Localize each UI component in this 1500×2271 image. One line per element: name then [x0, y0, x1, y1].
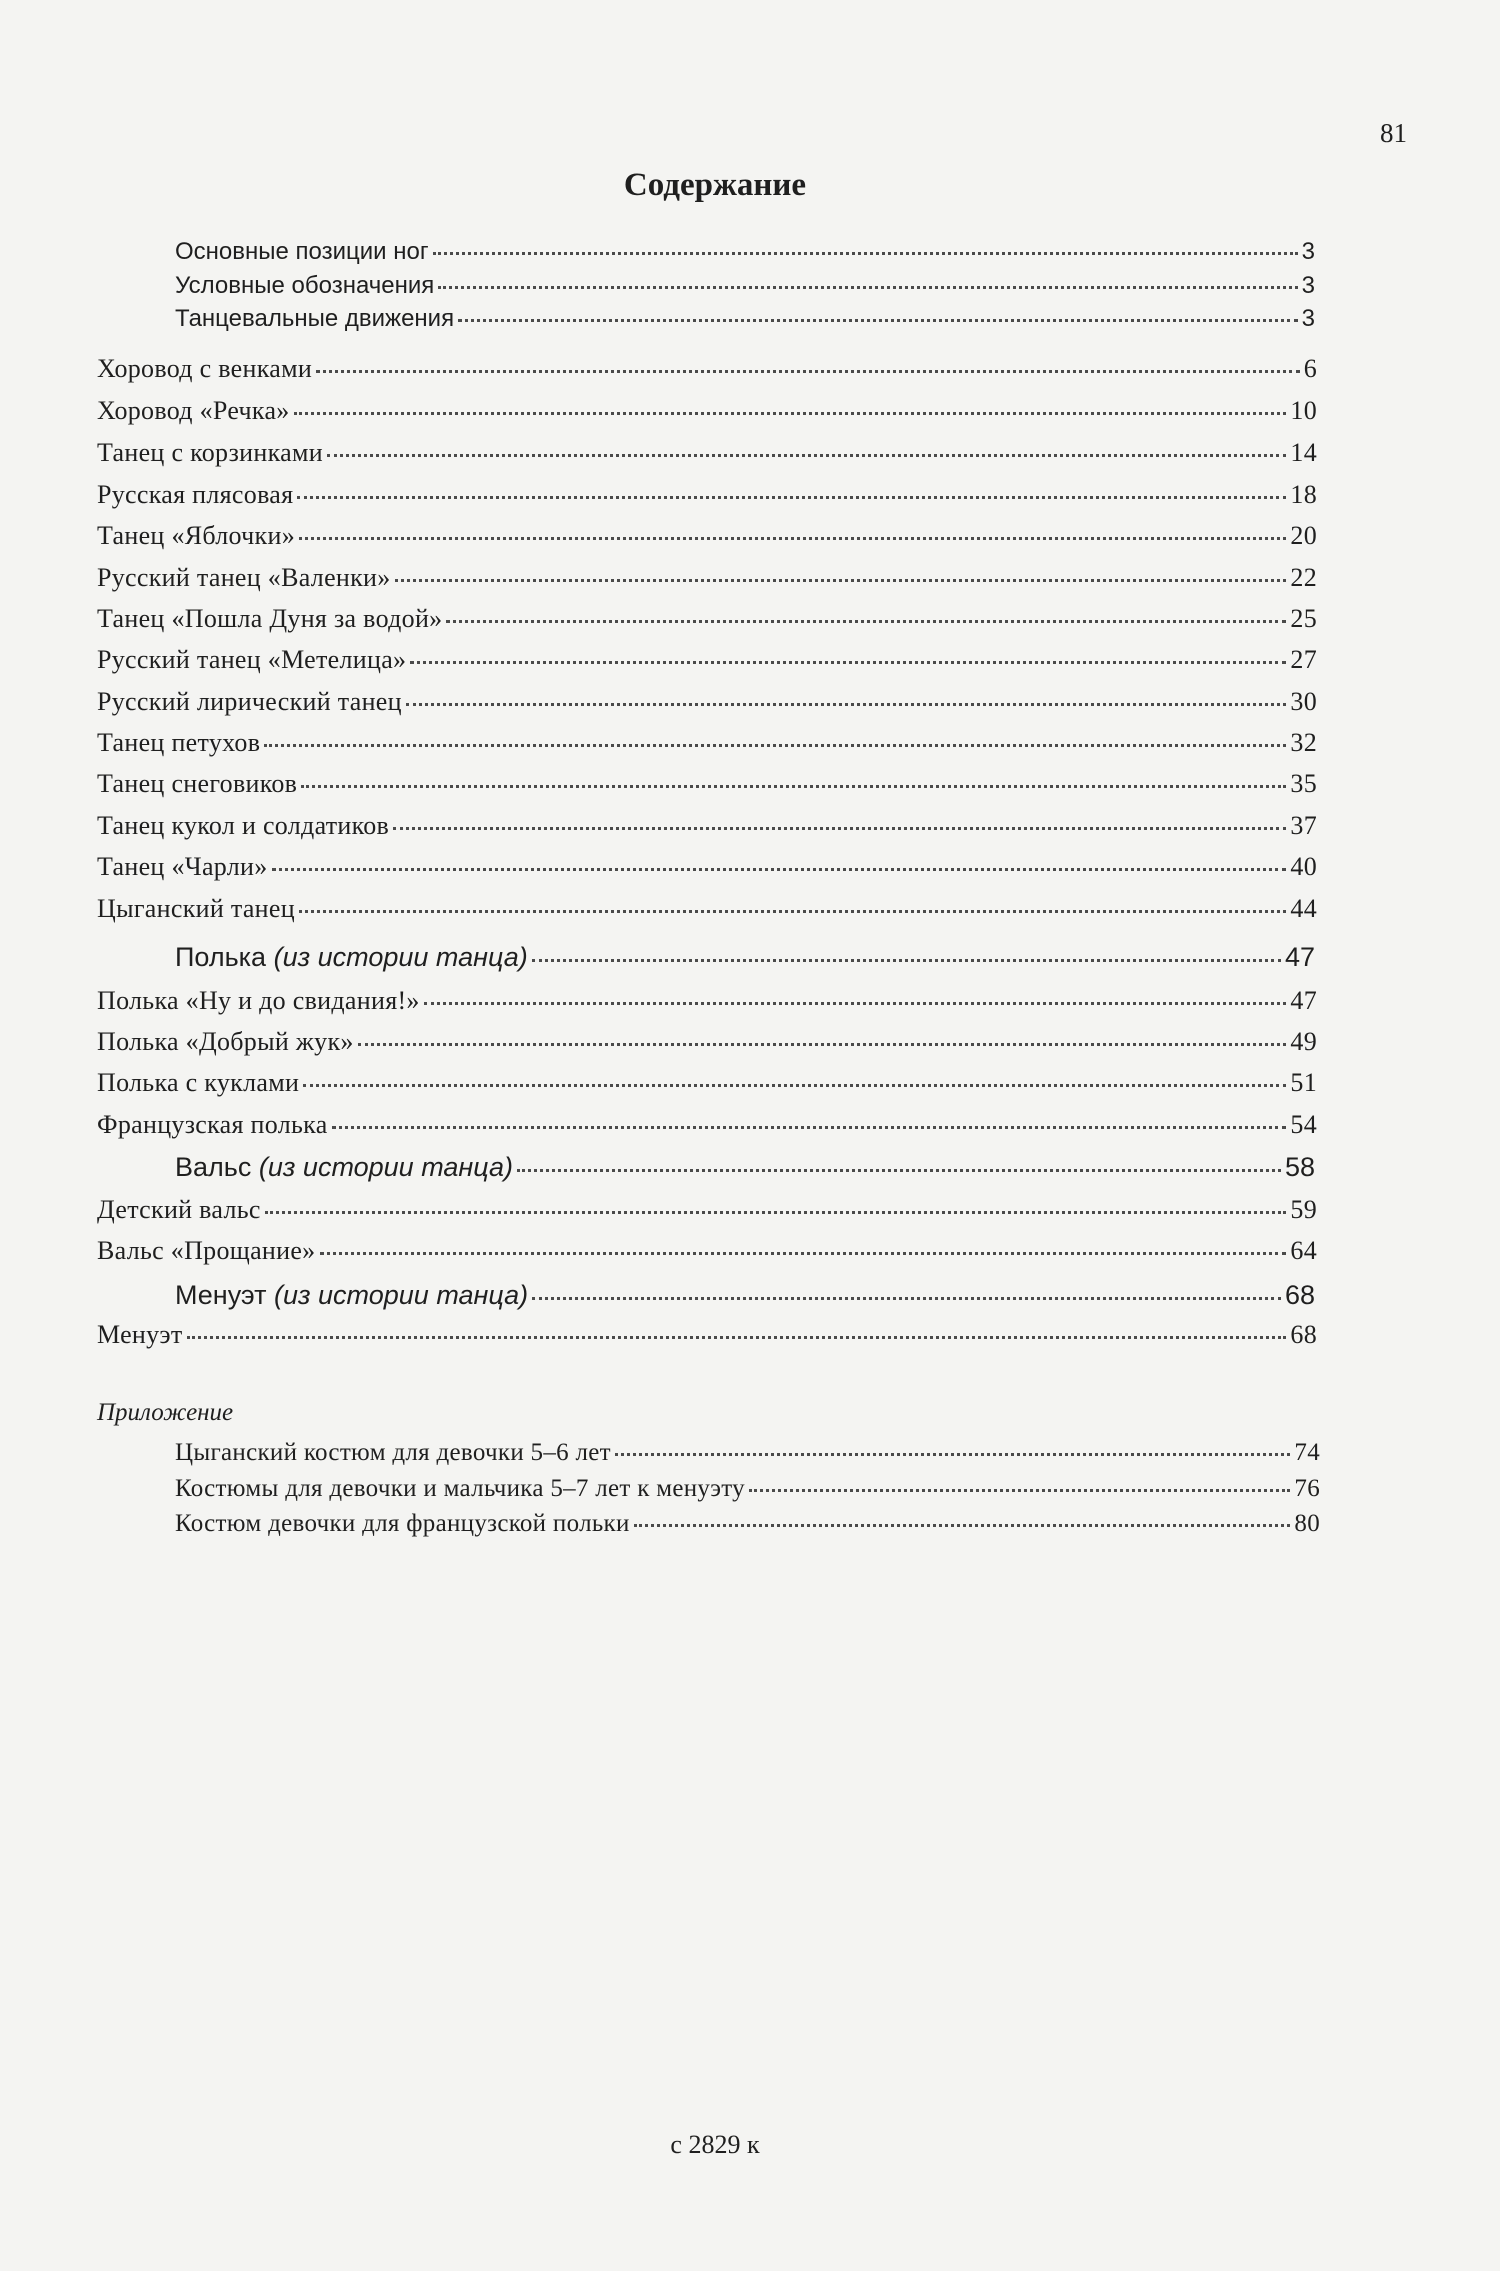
- toc-entry-label: Полька с куклами: [97, 1068, 300, 1097]
- toc-entry-foot-positions[interactable]: [175, 240, 1315, 264]
- dot-leader: [458, 319, 1298, 322]
- toc-entry[interactable]: [97, 647, 1317, 673]
- toc-entry-page: 32: [1290, 728, 1317, 757]
- toc-entry-page: 6: [1303, 354, 1317, 383]
- toc-entry-label: Русский танец «Валенки»: [97, 563, 391, 592]
- dot-leader: [187, 1336, 1287, 1339]
- toc-entry-page: 37: [1290, 811, 1317, 840]
- toc-entry[interactable]: [97, 988, 1317, 1014]
- toc-entry-dance-moves[interactable]: [175, 307, 1315, 331]
- dot-leader: [297, 496, 1286, 499]
- dot-leader: [433, 252, 1298, 255]
- dot-leader: [446, 620, 1286, 623]
- toc-entry[interactable]: [97, 896, 1317, 922]
- dot-leader: [264, 744, 1286, 747]
- dot-leader: [332, 1126, 1287, 1129]
- toc-entry-label: Танец кукол и солдатиков: [97, 811, 390, 840]
- dot-leader: [406, 703, 1287, 706]
- toc-entry-page: 20: [1290, 521, 1317, 550]
- dot-leader: [424, 1002, 1287, 1005]
- dot-leader: [299, 910, 1286, 913]
- toc-entry-page: 68: [1284, 1280, 1315, 1310]
- toc-entry-label: Танец снеговиков: [97, 769, 298, 798]
- toc-entry[interactable]: [97, 1238, 1317, 1264]
- toc-section-polka[interactable]: [175, 944, 1315, 971]
- toc-entry-label: Цыганский танец: [97, 894, 295, 923]
- page-title: Содержание: [623, 167, 807, 203]
- toc-section-label: [175, 1282, 528, 1309]
- toc-entry-page: 18: [1290, 480, 1317, 509]
- dot-leader: [294, 412, 1287, 415]
- dot-leader: [395, 579, 1287, 582]
- toc-entry-label: Основные позиции ног: [175, 238, 429, 265]
- dot-leader: [327, 454, 1286, 457]
- toc-entry-page: 44: [1290, 894, 1317, 923]
- dot-leader: [265, 1211, 1287, 1214]
- toc-entry[interactable]: [97, 1070, 1317, 1096]
- toc-entry[interactable]: [97, 813, 1317, 839]
- toc-entry-label: Костюмы для девочки и мальчика 5–7 лет к менуэту: [175, 1475, 745, 1502]
- toc-entry[interactable]: [97, 1197, 1317, 1223]
- toc-entry-label: Танец с корзинками: [97, 438, 323, 467]
- toc-entry-page: 47: [1284, 942, 1315, 972]
- toc-entry-page: 76: [1294, 1475, 1320, 1502]
- toc-entry-page: 59: [1290, 1195, 1317, 1224]
- toc-entry[interactable]: [175, 1440, 1320, 1465]
- dot-leader: [532, 959, 1281, 962]
- toc-entry-page: 40: [1290, 852, 1317, 881]
- toc-entry-page: 58: [1284, 1152, 1315, 1182]
- toc-entry-label: Костюм девочки для французской польки: [175, 1510, 630, 1537]
- toc-entry-page: 49: [1290, 1027, 1317, 1056]
- section-note: (из истории танца): [273, 942, 528, 972]
- dot-leader: [532, 1297, 1281, 1300]
- toc-section-waltz[interactable]: [175, 1154, 1315, 1181]
- section-name: Вальс: [175, 1152, 252, 1182]
- toc-section-label: [175, 1154, 513, 1181]
- toc-entry-label: Танцевальные движения: [175, 305, 455, 332]
- toc-entry[interactable]: [97, 440, 1317, 466]
- dot-leader: [301, 785, 1286, 788]
- dot-leader: [749, 1489, 1290, 1492]
- toc-entry-page: 51: [1290, 1068, 1317, 1097]
- toc-entry-label: Хоровод с венками: [97, 354, 313, 383]
- toc-entry-label: Условные обозначения: [175, 272, 435, 299]
- toc-entry[interactable]: [97, 854, 1317, 880]
- toc-entry[interactable]: [97, 1029, 1317, 1055]
- toc-section-label: [175, 944, 528, 971]
- toc-entry-label: Русская плясовая: [97, 480, 294, 509]
- section-note: (из истории танца): [258, 1152, 514, 1182]
- toc-entry-page: 14: [1290, 438, 1317, 467]
- toc-entry-page: 64: [1290, 1236, 1317, 1265]
- toc-entry-page: 47: [1290, 986, 1317, 1015]
- toc-entry-page: 22: [1290, 563, 1317, 592]
- toc-entry-page: 3: [1301, 238, 1315, 265]
- toc-entry-label: Детский вальс: [97, 1195, 261, 1224]
- toc-entry-label: Вальс «Прощание»: [97, 1236, 316, 1265]
- toc-entry-label: Полька «Ну и до свидания!»: [97, 986, 420, 1015]
- toc-entry-label: Танец «Чарли»: [97, 852, 268, 881]
- toc-entry-label: Французская полька: [97, 1110, 328, 1139]
- toc-entry[interactable]: [97, 1112, 1317, 1138]
- toc-entry-label: Танец «Яблочки»: [97, 521, 295, 550]
- toc-entry[interactable]: [97, 771, 1317, 797]
- toc-entry[interactable]: [97, 689, 1317, 715]
- toc-entry[interactable]: [97, 523, 1317, 549]
- toc-entry[interactable]: [175, 1511, 1320, 1536]
- toc-entry-page: 54: [1290, 1110, 1317, 1139]
- toc-entry-page: 25: [1290, 604, 1317, 633]
- dot-leader: [438, 286, 1297, 289]
- dot-leader: [316, 370, 1300, 373]
- toc-entry-label: Менуэт: [97, 1320, 183, 1349]
- toc-entry-page: 27: [1290, 645, 1317, 674]
- toc-entry-page: 35: [1290, 769, 1317, 798]
- toc-entry-label: Русский танец «Метелица»: [97, 645, 407, 674]
- footer-code: с 2829 к: [670, 2130, 760, 2159]
- toc-entry-page: 3: [1301, 305, 1315, 332]
- section-note: (из истории танца): [273, 1280, 529, 1310]
- toc-entry[interactable]: [175, 1476, 1320, 1501]
- toc-entry[interactable]: [97, 730, 1317, 756]
- toc-entry-label: Цыганский костюм для девочки 5–6 лет: [175, 1439, 611, 1466]
- toc-entry[interactable]: [97, 606, 1317, 632]
- toc-entry-symbols[interactable]: [175, 274, 1315, 298]
- dot-leader: [410, 661, 1286, 664]
- toc-entry[interactable]: [97, 1322, 1317, 1348]
- toc-entry[interactable]: [97, 482, 1317, 508]
- dot-leader: [615, 1453, 1290, 1456]
- toc-entry-page: 10: [1290, 396, 1317, 425]
- toc-entry[interactable]: [97, 356, 1317, 382]
- toc-entry-label: Танец «Пошла Дуня за водой»: [97, 604, 443, 633]
- toc-entry[interactable]: [97, 565, 1317, 591]
- toc-entry-label: Полька «Добрый жук»: [97, 1027, 354, 1056]
- toc-entry-label: Русский лирический танец: [97, 687, 402, 716]
- dot-leader: [299, 537, 1286, 540]
- toc-section-minuet[interactable]: [175, 1282, 1315, 1309]
- toc-entry-page: 68: [1290, 1320, 1317, 1349]
- dot-leader: [320, 1252, 1287, 1255]
- toc-entry-label: Хоровод «Речка»: [97, 396, 290, 425]
- appendix-label: Приложение: [97, 1399, 234, 1426]
- toc-entry-page: 3: [1301, 272, 1315, 299]
- dot-leader: [634, 1524, 1291, 1527]
- toc-entry-page: 74: [1294, 1439, 1320, 1466]
- dot-leader: [358, 1043, 1287, 1046]
- section-name: Полька: [175, 942, 267, 972]
- section-name: Менуэт: [175, 1280, 267, 1310]
- dot-leader: [272, 868, 1287, 871]
- dot-leader: [393, 827, 1286, 830]
- dot-leader: [303, 1084, 1286, 1087]
- toc-entry-label: Танец петухов: [97, 728, 261, 757]
- toc-entry-page: 80: [1294, 1510, 1320, 1537]
- page-number: 81: [1380, 118, 1407, 148]
- toc-entry-page: 30: [1290, 687, 1317, 716]
- dot-leader: [517, 1169, 1281, 1172]
- toc-entry[interactable]: [97, 398, 1317, 424]
